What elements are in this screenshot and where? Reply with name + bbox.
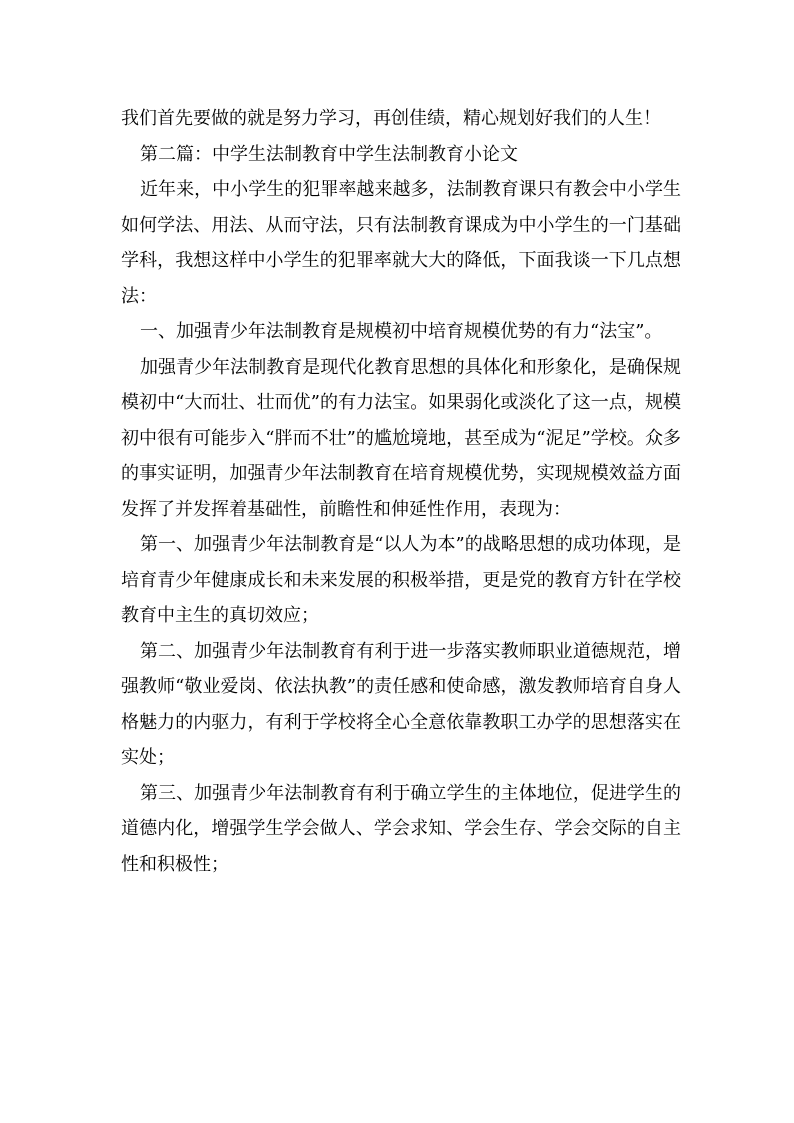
paragraph: 第三、加强青少年法制教育有利于确立学生的主体地位，促进学生的道德内化，增强学生学会做人、学会求知、学会生存、学会交际的自主性和积极性； (121, 782, 681, 875)
paragraph: 一、加强青少年法制教育是规模初中培育规模优势的有力“法宝”。 (140, 321, 663, 342)
paragraph: 近年来，中小学生的犯罪率越来越多，法制教育课只有教会中小学生如何学法、用法、从而守法，只有法制教育课成为中小学生的一门基础学科，我想这样中小学生的犯罪率就大大的降低，下面我谈一下几点想法： (121, 179, 681, 307)
paragraph: 我们首先要做的就是努力学习，再创佳绩，精心规划好我们的人生！ (121, 108, 661, 129)
paragraph: 第一、加强青少年法制教育是“以人为本”的战略思想的成功体现，是培育青少年健康成长和未来发展的积极举措，更是党的教育方针在学校教育中主生的真切效应； (121, 534, 681, 626)
paragraph: 加强青少年法制教育是现代化教育思想的具体化和形象化，是确保规模初中“大而壮、壮而优”的有力法宝。如果弱化或淡化了这一点，规模初中很有可能步入“胖而不壮”的尴尬境地，甚至成为“泥足”学校。众多的事实证明，加强青少年法制教育在培育规模优势，实现规模效益方面发挥了并发挥着基础性，前瞻性和伸延性作用，表现为： (121, 356, 681, 520)
paragraph: 第二、加强青少年法制教育有利于进一步落实教师职业道德规范，增强教师“敬业爱岗、依法执教”的责任感和使命感，激发教师培育自身人格魅力的内驱力，有利于学校将全心全意依靠教职工办学的思想落实在实处； (121, 640, 681, 768)
document-body (121, 101, 681, 882)
section-heading: 第二篇：中学生法制教育中学生法制教育小论文 (140, 143, 518, 165)
